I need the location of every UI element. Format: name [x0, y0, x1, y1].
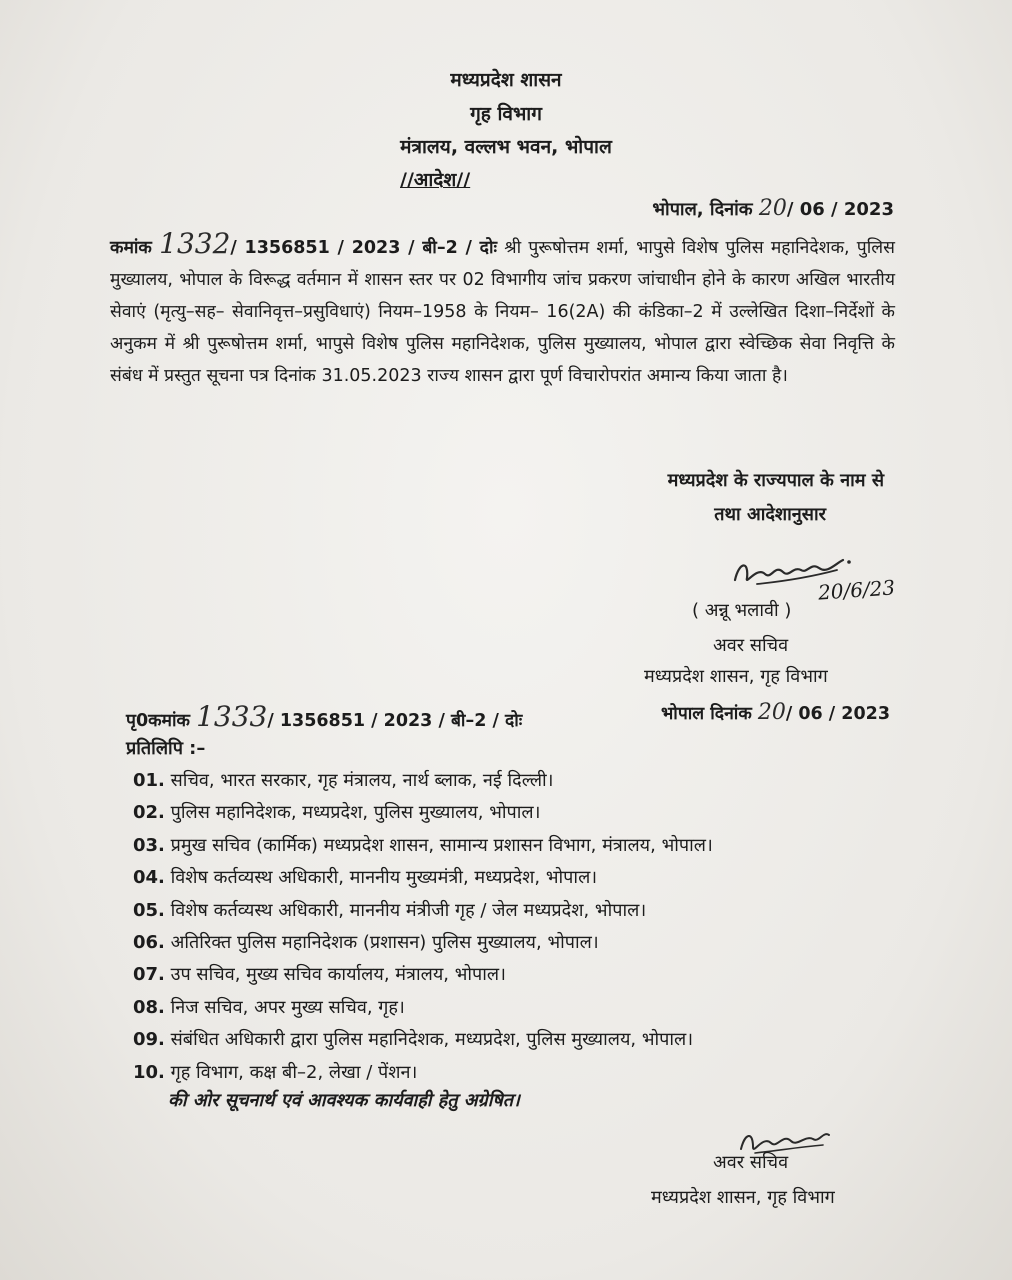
governor-line-1: मध्यप्रदेश के राज्यपाल के नाम से	[667, 470, 884, 491]
list-item-text: विशेष कर्तव्यस्थ अधिकारी, माननीय मुख्यमंत्री, मध्यप्रदेश, भोपाल।	[170, 867, 598, 889]
endorsement-number-handwritten: 1333	[196, 700, 268, 733]
list-item-number: 01.	[133, 770, 165, 791]
endorsement-date-prefix: भोपाल दिनांक	[661, 704, 752, 724]
list-item	[133, 863, 713, 895]
order-text: श्री पुरूषोत्तम शर्मा, भापुसे विशेष पुलिस महानिदेशक, पुलिस मुख्यालय, भोपाल के विरूद्ध वर्तमान में शासन स्तर पर 02 विभागीय जांच प्रकरण जांचाधीन होने के कारण अखिल भारतीय सेवाएं (मृत्यु–सह– सेवानिवृत्त–प्रसुविधाएं) नियम–1958 के नियम– 16(2A) की कंडिका–2 में उल्लेखित दिशा–निर्देशों के अनुकम में श्री पुरूषोत्तम शर्मा, भापुसे विशेष पुलिस महानिदेशक, पुलिस मुख्यालय, भोपाल द्वारा स्वेच्छिक सेवा निवृत्ति के संबंध में प्रस्तुत सूचना पत्र दिनांक 31.05.2023 राज्य शासन द्वारा पूर्ण विचारोपरांत अमान्य किया जाता है।	[110, 238, 895, 386]
list-item-number: 10.	[133, 1061, 165, 1083]
order-number-handwritten: 1332	[159, 227, 231, 260]
list-item-number: 02.	[133, 802, 165, 824]
list-item-text: गृह विभाग, कक्ष बी–2, लेखा / पेंशन।	[170, 1061, 418, 1083]
copy-list	[133, 766, 713, 1090]
endorsement-label: पृ0कमांक	[126, 711, 190, 731]
endorsement-date-day-handwritten: 20	[757, 700, 786, 725]
list-item-text: पुलिस महानिदेशक, मध्यप्रदेश, पुलिस मुख्यालय, भोपाल।	[170, 802, 541, 824]
list-item-number: 08.	[133, 996, 165, 1018]
list-item-number: 05.	[133, 899, 165, 921]
endorsement-date	[661, 700, 890, 725]
order-date-rest: / 06 / 2023	[786, 199, 894, 220]
list-item-number: 04.	[133, 867, 165, 889]
signature-date-handwritten: 20/6/23	[817, 575, 896, 605]
list-item-number: 03.	[133, 834, 165, 856]
copy-label: प्रतिलिपि :–	[126, 738, 206, 759]
list-item-text: प्रमुख सचिव (कार्मिक) मध्यप्रदेश शासन, सामान्य प्रशासन विभाग, मंत्रालय, भोपाल।	[170, 834, 713, 856]
list-item	[133, 928, 713, 960]
order-reference: / 1356851 / 2023 / बी–2 / दोः	[230, 238, 498, 258]
order-number-label: कमांक	[110, 238, 152, 258]
order-body	[110, 228, 895, 392]
order-date-prefix: भोपाल, दिनांक	[652, 199, 753, 220]
list-item-text: निज सचिव, अपर मुख्य सचिव, गृह।	[170, 996, 405, 1018]
endorsement-department: मध्यप्रदेश शासन, गृह विभाग	[651, 1187, 835, 1208]
list-item	[133, 831, 713, 863]
list-item-number: 06.	[133, 931, 165, 953]
order-date-day-handwritten: 20	[758, 196, 787, 221]
endorsement-reference	[126, 700, 522, 733]
header-government: मध्यप्रदेश शासन	[450, 69, 562, 91]
list-item-text: अतिरिक्त पुलिस महानिदेशक (प्रशासन) पुलिस मुख्यालय, भोपाल।	[170, 931, 599, 953]
order-title: //आदेश//	[400, 169, 471, 191]
list-item	[133, 960, 713, 992]
forwarding-note: की ओर सूचनार्थ एवं आवश्यक कार्यवाही हेतु अग्रेषित।	[168, 1090, 520, 1111]
list-item	[133, 896, 713, 928]
signatory-name: ( अन्नू भलावी )	[692, 600, 792, 621]
governor-line-2: तथा आदेशानुसार	[714, 504, 826, 525]
list-item-text: सचिव, भारत सरकार, गृह मंत्रालय, नार्थ ब्लाक, नई दिल्ली।	[170, 770, 554, 791]
header-address: मंत्रालय, वल्लभ भवन, भोपाल	[400, 136, 612, 158]
list-item-number: 07.	[133, 964, 165, 986]
list-item-number: 09.	[133, 1029, 165, 1051]
list-item	[133, 1058, 713, 1090]
list-item-text: उप सचिव, मुख्य सचिव कार्यालय, मंत्रालय, भोपाल।	[170, 964, 506, 986]
list-item	[133, 1025, 713, 1057]
list-item-text: संबंधित अधिकारी द्वारा पुलिस महानिदेशक, मध्यप्रदेश, पुलिस मुख्यालय, भोपाल।	[170, 1029, 694, 1051]
endorsement-ref: / 1356851 / 2023 / बी–2 / दोः	[267, 711, 523, 731]
list-item-text: विशेष कर्तव्यस्थ अधिकारी, माननीय मंत्रीजी गृह / जेल मध्यप्रदेश, भोपाल।	[170, 899, 647, 921]
order-date	[652, 196, 894, 221]
endorsement-date-rest: / 06 / 2023	[785, 704, 890, 724]
list-item	[133, 766, 713, 798]
list-item	[133, 993, 713, 1025]
header-department: गृह विभाग	[470, 103, 542, 125]
signatory-department: मध्यप्रदेश शासन, गृह विभाग	[644, 666, 828, 687]
list-item	[133, 798, 713, 830]
signatory-designation: अवर सचिव	[713, 635, 789, 656]
endorsement-designation: अवर सचिव	[713, 1152, 789, 1173]
